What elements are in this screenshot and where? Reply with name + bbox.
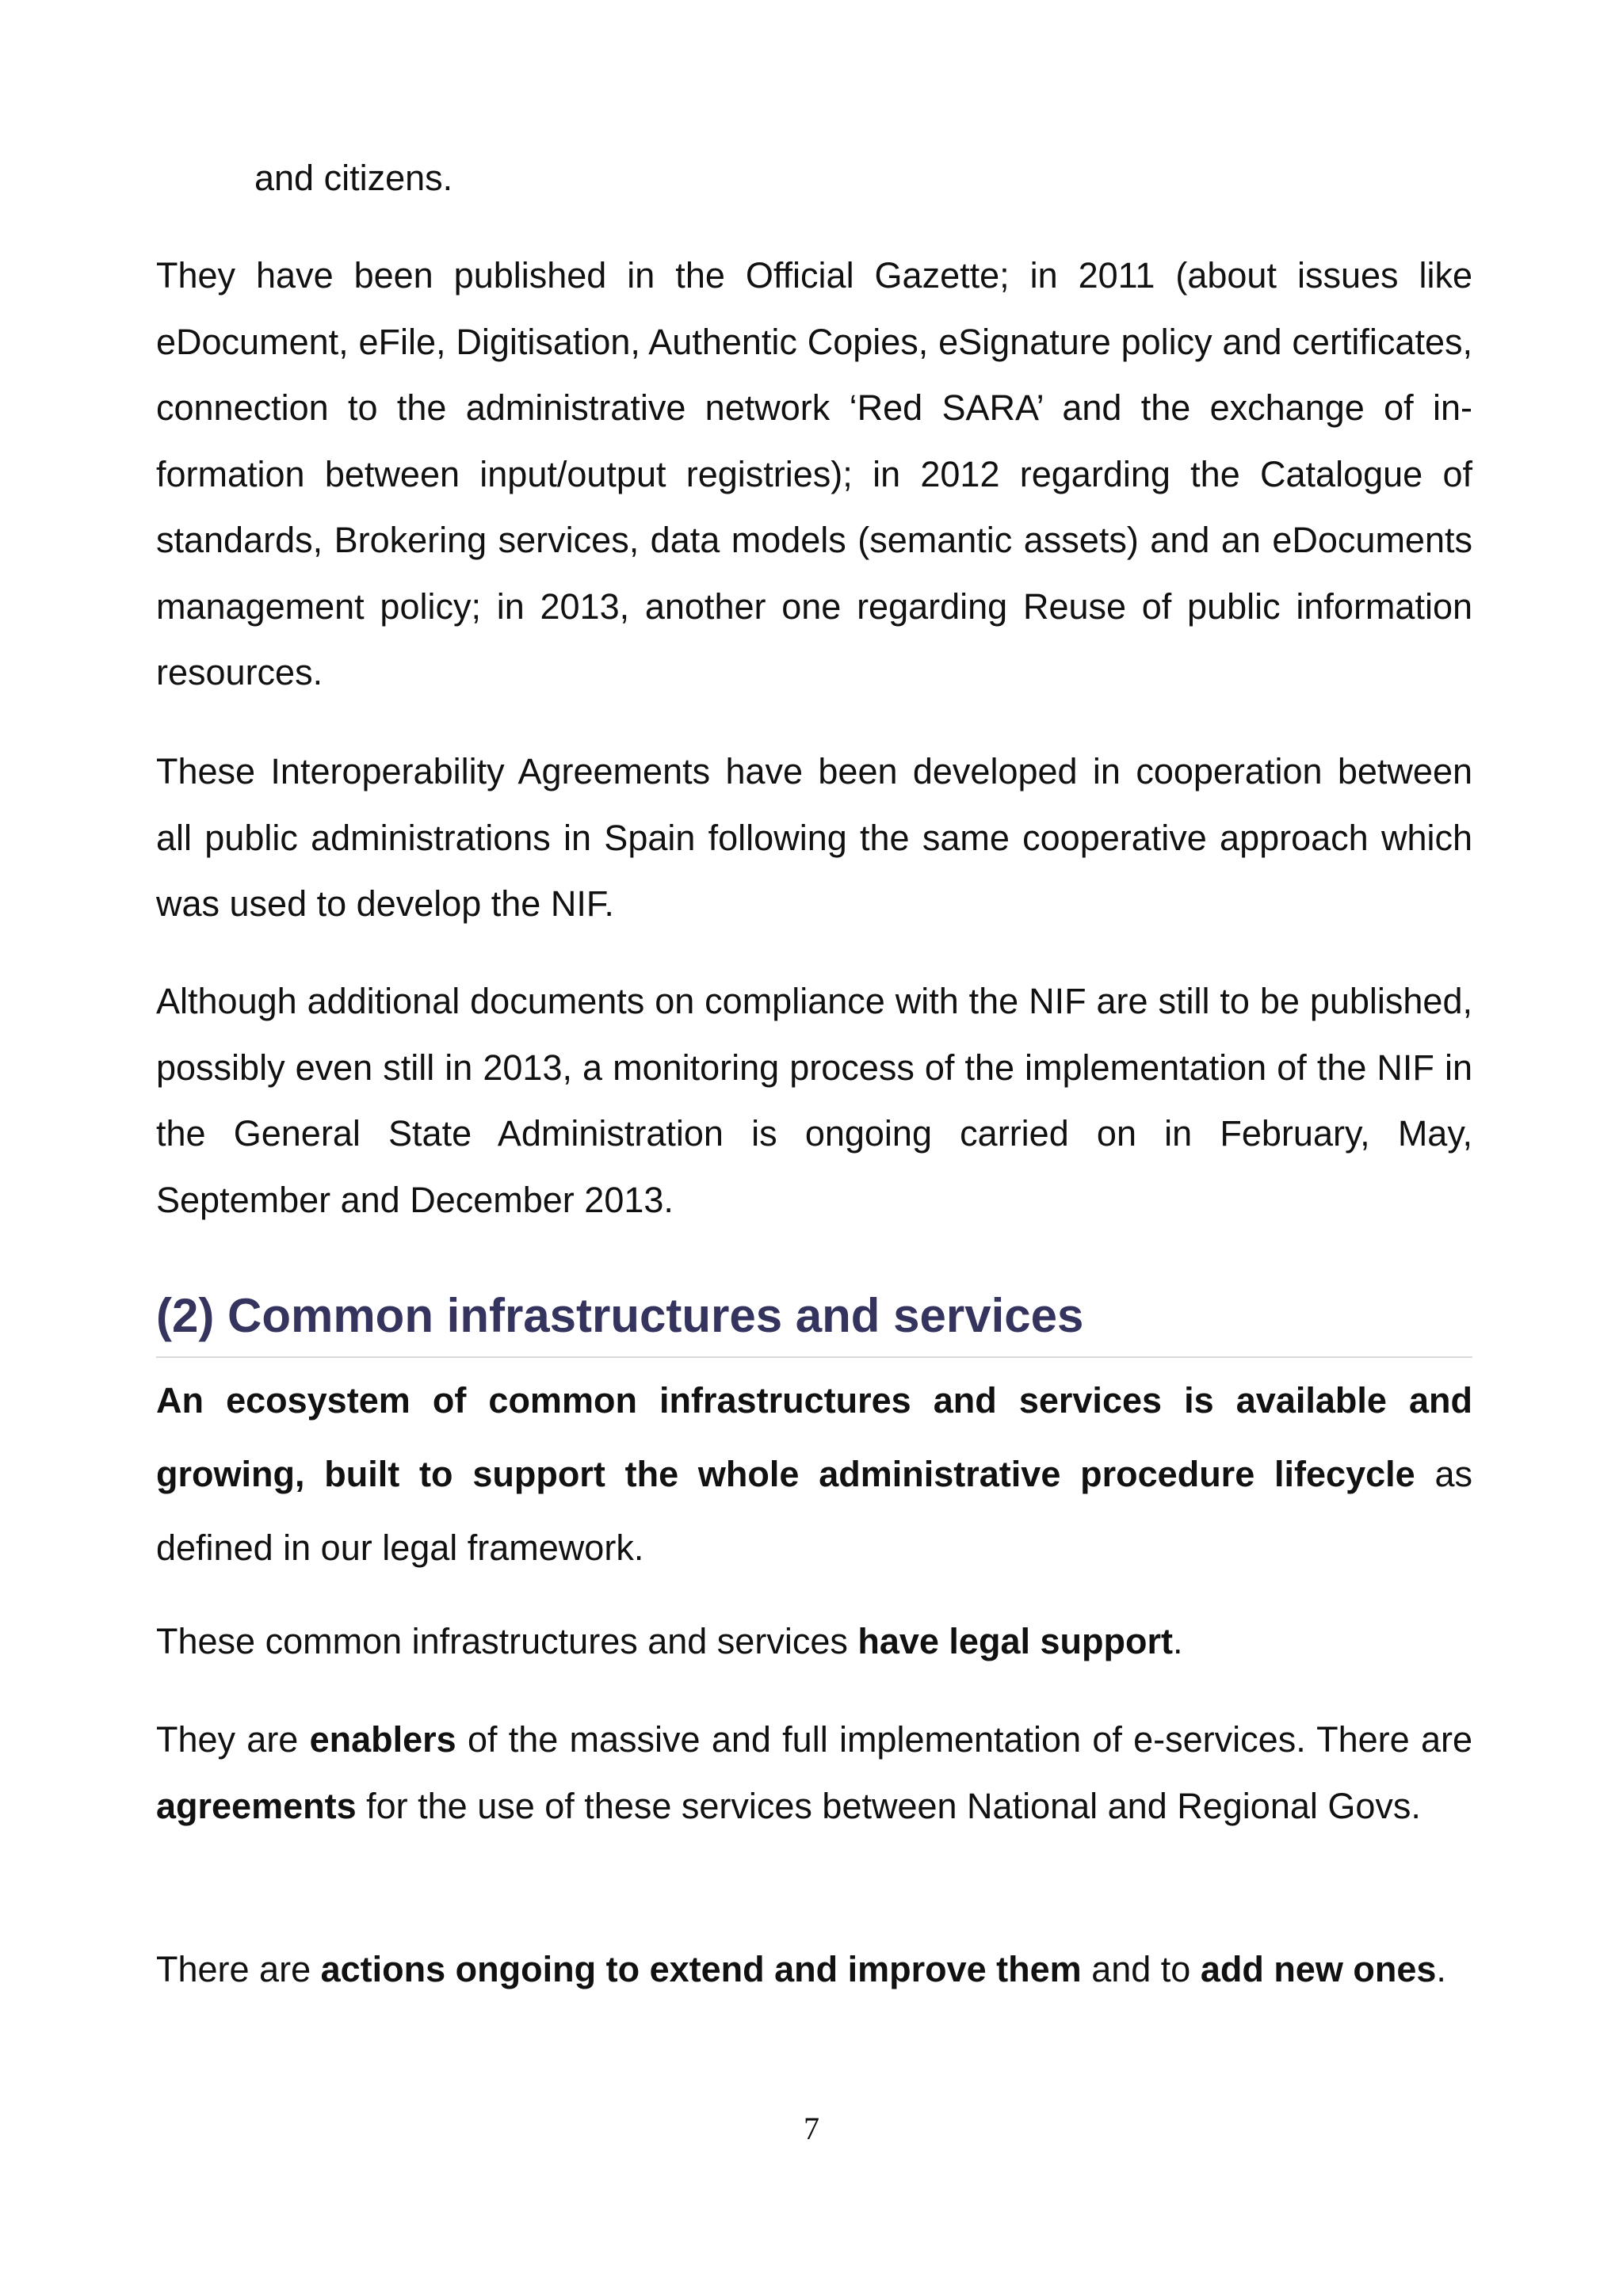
lead-bold-text: An ecosystem of common infrastructures and services is available and growing, built to support the whole administrative procedure lifecycle: [156, 1380, 1472, 1494]
enablers-pre-text: They are: [156, 1719, 310, 1760]
section-heading: [156, 1290, 1472, 1358]
legal-bold-text: have legal support: [857, 1621, 1173, 1661]
paragraph-published: They have been published in the Official Gazette; in 2011 (about issues like eDocument, eFile, Digitisation, Authentic Copies, eSignature policy and certificates, connection to the administrative network ‘Red SARA’ and the exchange of in-formation between input/output registries); in 2012 regarding the Catalogue of standards, Brokering services, data models (semantic assets) and an eDocuments management policy; in 2013, another one regarding Reuse of public information resources.: [156, 255, 1472, 692]
page-number: 7: [804, 2111, 819, 2146]
lead-paragraph: [156, 1363, 1472, 1585]
enablers-mid-text: of the massive and full implementation of e-services. There are: [456, 1719, 1472, 1760]
continuation-line: [254, 145, 1472, 212]
section-heading-text: (2) Common infrastructures and services: [156, 1289, 1084, 1342]
agreements-bold-text: agreements: [156, 1785, 357, 1826]
continuation-text: and citizens.: [254, 158, 453, 198]
enablers-bold-text: enablers: [309, 1719, 456, 1760]
paragraph-cooperation: These Interoperability Agreements have been developed in cooperation between all public administrations in Spain following the same cooperative approach which was used to develop the NIF.: [156, 751, 1472, 924]
legal-post-text: .: [1172, 1621, 1183, 1661]
paragraph-enablers: [156, 1707, 1472, 1839]
actions-mid-text: and to: [1081, 1949, 1201, 1989]
actions-pre-text: There are: [156, 1949, 321, 1989]
actions-bold-text: actions ongoing to extend and improve them: [320, 1949, 1082, 1989]
paragraph-actions: [156, 1936, 1472, 2003]
add-new-bold-text: add new ones: [1200, 1949, 1437, 1989]
paragraph-legal-support: [156, 1608, 1472, 1675]
lead-rest-text: as defined in our legal framework.: [156, 1454, 1472, 1568]
legal-pre-text: These common infrastructures and services: [156, 1621, 858, 1661]
actions-post-text: .: [1436, 1949, 1446, 1989]
enablers-post-text: for the use of these services between National and Regional Govs.: [356, 1785, 1421, 1826]
paragraph-monitoring: Although additional documents on compliance with the NIF are still to be published, possibly even still in 2013, a monitoring process of the implementation of the NIF in the General State Administration is ongoing carried on in February, May, September and December 2013.: [156, 981, 1472, 1220]
